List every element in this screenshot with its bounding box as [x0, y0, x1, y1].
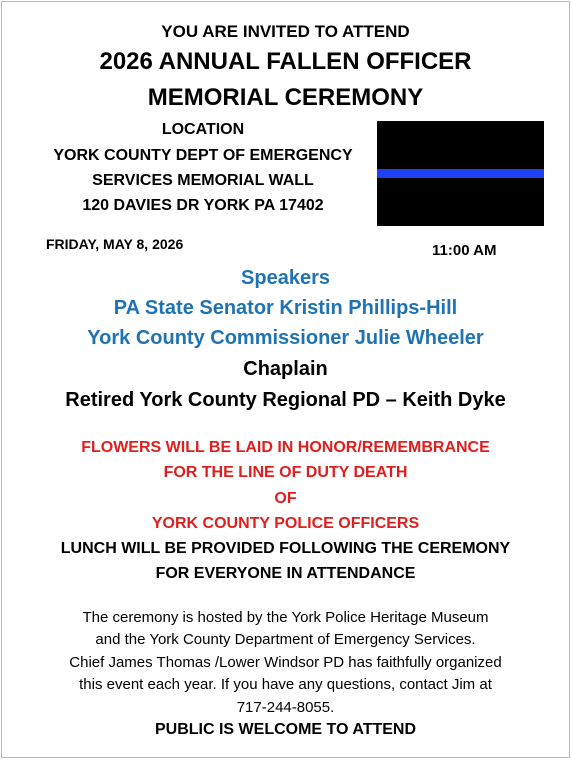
host-line-1: The ceremony is hosted by the York Police Heritage Museum	[82, 609, 489, 626]
host-line-4: this event each year. If you have any questions, contact Jim at	[79, 676, 492, 693]
lunch-line-1: LUNCH WILL BE PROVIDED FOLLOWING THE CEREMONY	[60, 540, 511, 557]
public-welcome: PUBLIC IS WELCOME TO ATTEND	[154, 721, 417, 738]
event-title-line-1: 2026 ANNUAL FALLEN OFFICER	[99, 48, 472, 75]
flowers-line-1: FLOWERS WILL BE LAID IN HONOR/REMEMBRANCE	[81, 439, 490, 456]
location-line-1: YORK COUNTY DEPT OF EMERGENCY	[53, 147, 353, 164]
event-date: FRIDAY, MAY 8, 2026	[46, 236, 184, 252]
lunch-line-2: FOR EVERYONE IN ATTENDANCE	[155, 565, 416, 582]
event-title-line-2: MEMORIAL CEREMONY	[147, 84, 424, 111]
memorial-flyer	[1, 1, 570, 758]
invite-line: YOU ARE INVITED TO ATTEND	[161, 22, 410, 41]
thin-blue-line-flag-icon	[377, 121, 544, 226]
chaplain-heading: Chaplain	[243, 358, 328, 380]
flowers-line-3: OF	[274, 490, 297, 507]
flag-blue-stripe	[377, 169, 544, 178]
speakers-heading: Speakers	[241, 267, 330, 289]
speaker-2: York County Commissioner Julie Wheeler	[87, 327, 484, 349]
chaplain-name: Retired York County Regional PD – Keith Dyke	[65, 389, 506, 411]
host-line-3: Chief James Thomas /Lower Windsor PD has faithfully organized	[69, 654, 502, 671]
flowers-line-2: FOR THE LINE OF DUTY DEATH	[163, 464, 408, 481]
host-line-2: and the York County Department of Emergency Services.	[95, 631, 476, 648]
speaker-1: PA State Senator Kristin Phillips-Hill	[113, 297, 458, 319]
event-time: 11:00 AM	[432, 242, 497, 259]
flowers-line-4: YORK COUNTY POLICE OFFICERS	[151, 515, 420, 532]
contact-phone: 717-244-8055.	[236, 699, 335, 716]
location-line-2: SERVICES MEMORIAL WALL	[92, 172, 314, 189]
location-heading: LOCATION	[161, 121, 245, 138]
location-address: 120 DAVIES DR YORK PA 17402	[82, 197, 324, 214]
